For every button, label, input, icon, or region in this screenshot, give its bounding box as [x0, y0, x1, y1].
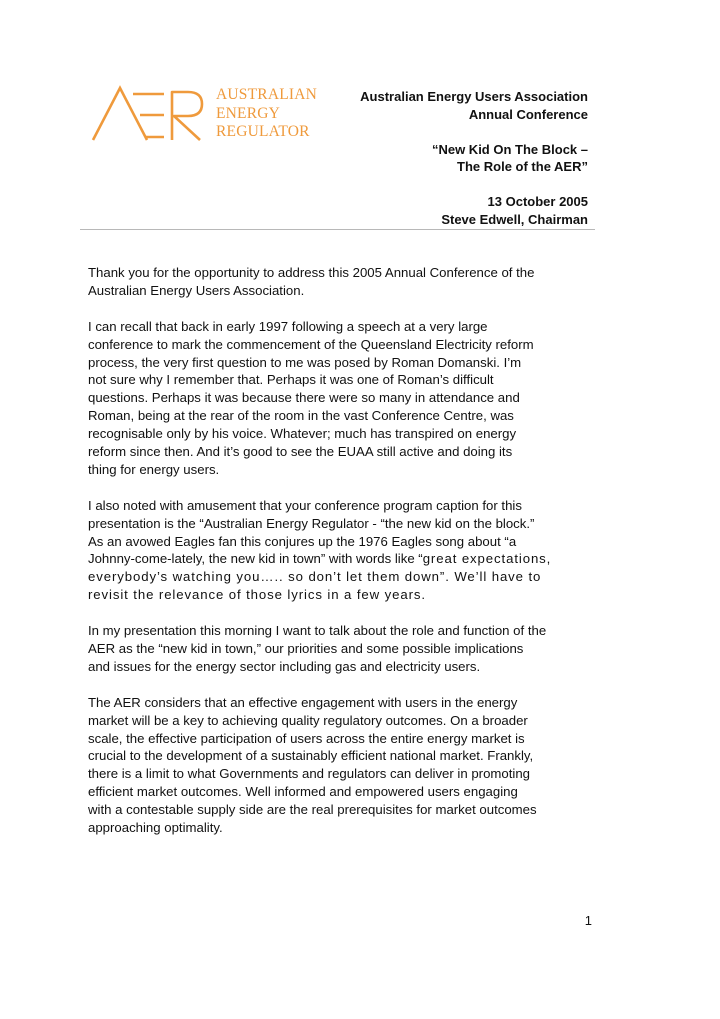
text-line: Thank you for the opportunity to address this 2005 Annual Conference of the	[88, 265, 535, 280]
header-title-line-2: The Role of the AER”	[457, 159, 588, 174]
text-line: I can recall that back in early 1997 following a speech at a very large	[88, 318, 488, 334]
text-line: Roman, being at the rear of the room in the vast Conference Centre, was	[88, 408, 514, 424]
text-line: and issues for the energy sector including gas and electricity users.	[88, 658, 481, 674]
aer-logo-words	[216, 86, 317, 142]
header-speaker: Steve Edwell, Chairman	[441, 211, 588, 227]
header-divider	[80, 229, 595, 230]
header-gap	[360, 123, 588, 141]
text-line: questions. Perhaps it was because there were so many in attendance and	[88, 390, 520, 406]
text-line: there is a limit to what Governments and regulators can deliver in promoting	[88, 766, 530, 782]
logo-word-1: AUSTRALIAN	[216, 86, 318, 103]
text-line: with a contestable supply side are the real prerequisites for market outcomes	[88, 802, 537, 818]
text-segment: Johnny-come-lately, the new kid in town” with words like “	[88, 551, 423, 567]
page-number: 1	[584, 913, 592, 928]
paragraph-5	[88, 694, 598, 837]
logo-word-2: ENERGY	[216, 104, 281, 122]
text-line: thing for energy users.	[88, 461, 220, 477]
text-line: market will be a key to achieving quality regulatory outcomes. On a broader	[88, 712, 528, 728]
text-line: crucial to the development of a sustainably efficient national market. Frankly,	[88, 748, 534, 764]
header-event: Annual Conference	[468, 106, 588, 122]
paragraph-2	[88, 318, 598, 479]
text-line: The AER considers that an effective engagement with users in the energy	[88, 694, 518, 710]
header-organisation: Australian Energy Users Association	[360, 89, 588, 104]
text-line: conference to mark the commencement of the Queensland Electricity reform	[88, 336, 534, 352]
text-line: As an avowed Eagles fan this conjures up the 1976 Eagles song about “a	[88, 533, 517, 549]
logo-word-3: REGULATOR	[216, 123, 310, 140]
header-gap	[360, 176, 588, 194]
text-line: recognisable only by his voice. Whatever; much has transpired on energy	[88, 426, 517, 442]
text-line: I also noted with amusement that your conference program caption for this	[88, 497, 522, 513]
aer-logo-letters	[90, 82, 208, 144]
text-line: approaching optimality.	[88, 820, 223, 836]
paragraph-1	[88, 264, 598, 300]
text-line: presentation is the “Australian Energy Regulator - “the new kid on the block.”	[88, 515, 535, 531]
header-title-line-1: “New Kid On The Block –	[431, 141, 588, 157]
lyrics-segment: great expectations,	[422, 551, 552, 567]
text-line-mixed	[88, 550, 598, 568]
text-line: reform since then. And it’s good to see the EUAA still active and doing its	[88, 444, 513, 460]
text-line: scale, the effective participation of users across the entire energy market is	[88, 730, 525, 746]
paragraph-4	[88, 622, 598, 676]
paragraph-3	[88, 497, 598, 604]
text-line: not sure why I remember that. Perhaps it was one of Roman’s difficult	[88, 372, 494, 388]
speech-header	[360, 88, 588, 228]
speech-body	[88, 264, 598, 855]
lyrics-line: everybody’s watching you….. so don’t let them down”. We’ll have to	[88, 569, 542, 585]
text-line: efficient market outcomes. Well informed and empowered users engaging	[88, 784, 518, 800]
header-date: 13 October 2005	[487, 194, 588, 209]
aer-logo	[90, 82, 318, 144]
text-line: Australian Energy Users Association.	[88, 282, 305, 298]
text-line: AER as the “new kid in town,” our priorities and some possible implications	[88, 640, 524, 656]
lyrics-line: revisit the relevance of those lyrics in a few years.	[88, 587, 426, 603]
text-line: process, the very first question to me was posed by Roman Domanski. I’m	[88, 354, 522, 370]
text-line: In my presentation this morning I want to talk about the role and function of the	[88, 623, 547, 639]
